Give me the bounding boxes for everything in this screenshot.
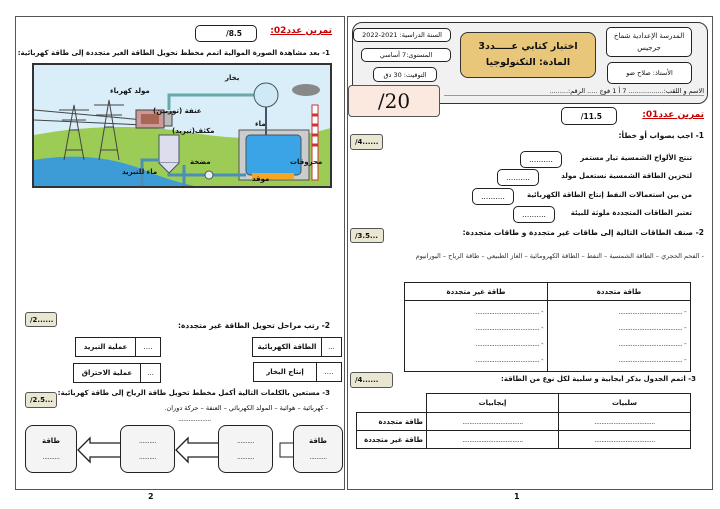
row-label: طاقة متجددة bbox=[357, 413, 427, 431]
classification-table bbox=[404, 282, 691, 372]
flow-input[interactable]: .......... bbox=[138, 453, 157, 461]
question-1: 1- اجب بصواب أو خطأ: bbox=[618, 131, 704, 140]
col-header: طاقة غير متجددة bbox=[405, 283, 548, 301]
label-fuel: محروقات bbox=[290, 158, 323, 166]
answer-cell[interactable]: ................................... bbox=[559, 431, 691, 449]
time-box: التوقيت: 30 دق bbox=[373, 67, 437, 82]
q1-score-box: /4...... bbox=[350, 134, 383, 150]
flow-input[interactable]: .......... bbox=[138, 437, 157, 445]
arrow-left-icon bbox=[78, 438, 122, 462]
exercise-1-score: /11.5 bbox=[561, 107, 617, 125]
label-generator: مولد كهرباء bbox=[110, 87, 150, 95]
col-header: إيجابيات bbox=[427, 394, 559, 413]
answer-cell[interactable]: ................................... bbox=[559, 413, 691, 431]
power-plant-diagram bbox=[32, 63, 332, 188]
flow-box bbox=[218, 425, 273, 473]
flow-box-end: طاقة .......... bbox=[25, 425, 77, 473]
row-label: طاقة غير متجددة bbox=[357, 431, 427, 449]
answer-box[interactable]: .......... bbox=[520, 151, 562, 168]
label-pump: مضخة bbox=[190, 158, 211, 166]
student-name-line[interactable]: الاسم و اللقب:................. 7 أ 1 فوج ..... الرقم:......... bbox=[444, 87, 704, 96]
order-input[interactable]: ... bbox=[140, 364, 160, 382]
order-item: .... عملية التبريد bbox=[75, 337, 161, 357]
answer-line[interactable]: - ..................................... bbox=[475, 308, 543, 316]
label-water: ماء bbox=[255, 120, 266, 128]
answer-cell[interactable]: ................................... bbox=[427, 431, 559, 449]
flow-input[interactable]: .......... bbox=[309, 453, 327, 461]
arrow-left-icon bbox=[176, 438, 220, 462]
p2-q3-score-box: /2.5... bbox=[25, 392, 57, 408]
exercise-2-score: /8.5 bbox=[195, 25, 257, 42]
q2-score-box: /3.5... bbox=[350, 228, 384, 243]
exercise-2-title: تمرين عدد02: bbox=[270, 26, 332, 36]
statement: تنتج الألواح الشمسية تيار مستمر bbox=[580, 154, 692, 162]
flow-input[interactable]: .......... bbox=[236, 437, 255, 445]
answer-line[interactable]: - ..................................... bbox=[618, 308, 686, 316]
answer-line[interactable]: - ..................................... bbox=[618, 324, 686, 332]
answer-line[interactable]: - ..................................... bbox=[475, 356, 543, 364]
label-cooling-water: ماء للتبريد bbox=[122, 168, 158, 176]
p2-question-3: 3- مستعين بالكلمات التالية أكمل مخطط تحويل طاقة الرياح إلى طاقة كهربائية: bbox=[57, 389, 330, 397]
answer-line[interactable]: - ..................................... bbox=[475, 340, 543, 348]
title-box bbox=[460, 32, 596, 78]
answer-line[interactable]: - ..................................... bbox=[618, 356, 686, 364]
flow-top-dots[interactable]: ................... bbox=[178, 415, 211, 423]
answer-box[interactable]: .......... bbox=[472, 188, 514, 205]
teacher-box: الأستاذ: صلاح ضو bbox=[607, 62, 692, 84]
order-input[interactable]: .... bbox=[316, 363, 341, 381]
level-box: المستوى:7 أساسي bbox=[361, 48, 451, 62]
page-number: 1 bbox=[514, 492, 520, 501]
p2-question-1: 1- بعد مشاهدة الصورة الموالية اتمم مخطط تحويل الطاقة الغير متجددة إلى طاقة كهربائية: bbox=[17, 49, 330, 57]
flow-input[interactable]: .......... bbox=[42, 453, 60, 461]
col-header: طاقة متجددة bbox=[548, 283, 691, 301]
order-input[interactable]: .... bbox=[135, 338, 160, 356]
p2-question-2: 2- رتب مراحل تحويل الطاقة غير متجددة: bbox=[177, 321, 330, 330]
question-3: 3- اتمم الجدول بذكر ايجابية و سلبية لكل نوع من الطاقة: bbox=[501, 375, 696, 383]
label-steam: بخار bbox=[225, 74, 240, 82]
energy-list: - الفحم الحجري – الطاقة الشمسية – النفط – الطاقة الكهرومائية – الغاز الطبيعي – طاقة الرياح – اليورانيوم bbox=[415, 252, 704, 260]
p2-q2-score-box: /2...... bbox=[25, 312, 57, 327]
pros-cons-table bbox=[356, 393, 691, 449]
flow-box-start: طاقة .......... bbox=[293, 425, 343, 473]
total-score-box: /20 bbox=[348, 85, 440, 117]
exam-title: اختبار كتابي عـــــدد3 bbox=[478, 41, 578, 52]
empty-header bbox=[357, 394, 427, 413]
exercise-1-title: تمرين عدد01: bbox=[642, 110, 704, 120]
answer-box[interactable]: .......... bbox=[513, 206, 555, 223]
answer-line[interactable]: - ..................................... bbox=[618, 340, 686, 348]
order-item: .... إنتاج البخار bbox=[253, 362, 342, 382]
flow-box bbox=[120, 425, 175, 473]
school-box: المدرسة الإعدادية شماخ جرجيس bbox=[606, 27, 692, 57]
year-box: السنة الدراسية: 2021-2022 bbox=[353, 28, 451, 42]
label-condenser: مكثف(تبريد) bbox=[172, 127, 215, 135]
word-bank: - كهربائية – هوائية – المولد الكهربائي – العنفة – حركة دوران. bbox=[164, 404, 328, 412]
statement: لتخزين الطاقة الشمسية نستعمل مولد bbox=[561, 172, 692, 180]
answer-line[interactable]: - ..................................... bbox=[475, 324, 543, 332]
answer-box[interactable]: .......... bbox=[497, 169, 539, 186]
statement: تعتبر الطاقات المتجددة ملوثة للبيئة bbox=[570, 209, 692, 217]
q3-score-box: /4...... bbox=[350, 372, 393, 388]
label-turbine: عنفة (توربين) bbox=[153, 107, 202, 115]
order-item: ... الطاقة الكهربائية bbox=[252, 337, 342, 357]
flow-input[interactable]: .......... bbox=[236, 453, 255, 461]
order-input[interactable]: ... bbox=[321, 338, 341, 356]
page-number: 2 bbox=[148, 492, 154, 501]
col-header: سلبيات bbox=[559, 394, 691, 413]
question-2: 2- صنف الطاقات التالية إلى طاقات غير متجددة و طاقات متجددة: bbox=[462, 228, 704, 237]
subject: المادة: التكنولوجيا bbox=[485, 57, 571, 68]
label-furnace: موقد bbox=[252, 175, 270, 183]
answer-cell[interactable]: ................................... bbox=[427, 413, 559, 431]
order-item: ... عملية الاحتراق bbox=[73, 363, 161, 383]
statement: من بين استعمالات النفط إنتاج الطاقة الكهربائية bbox=[526, 191, 692, 199]
